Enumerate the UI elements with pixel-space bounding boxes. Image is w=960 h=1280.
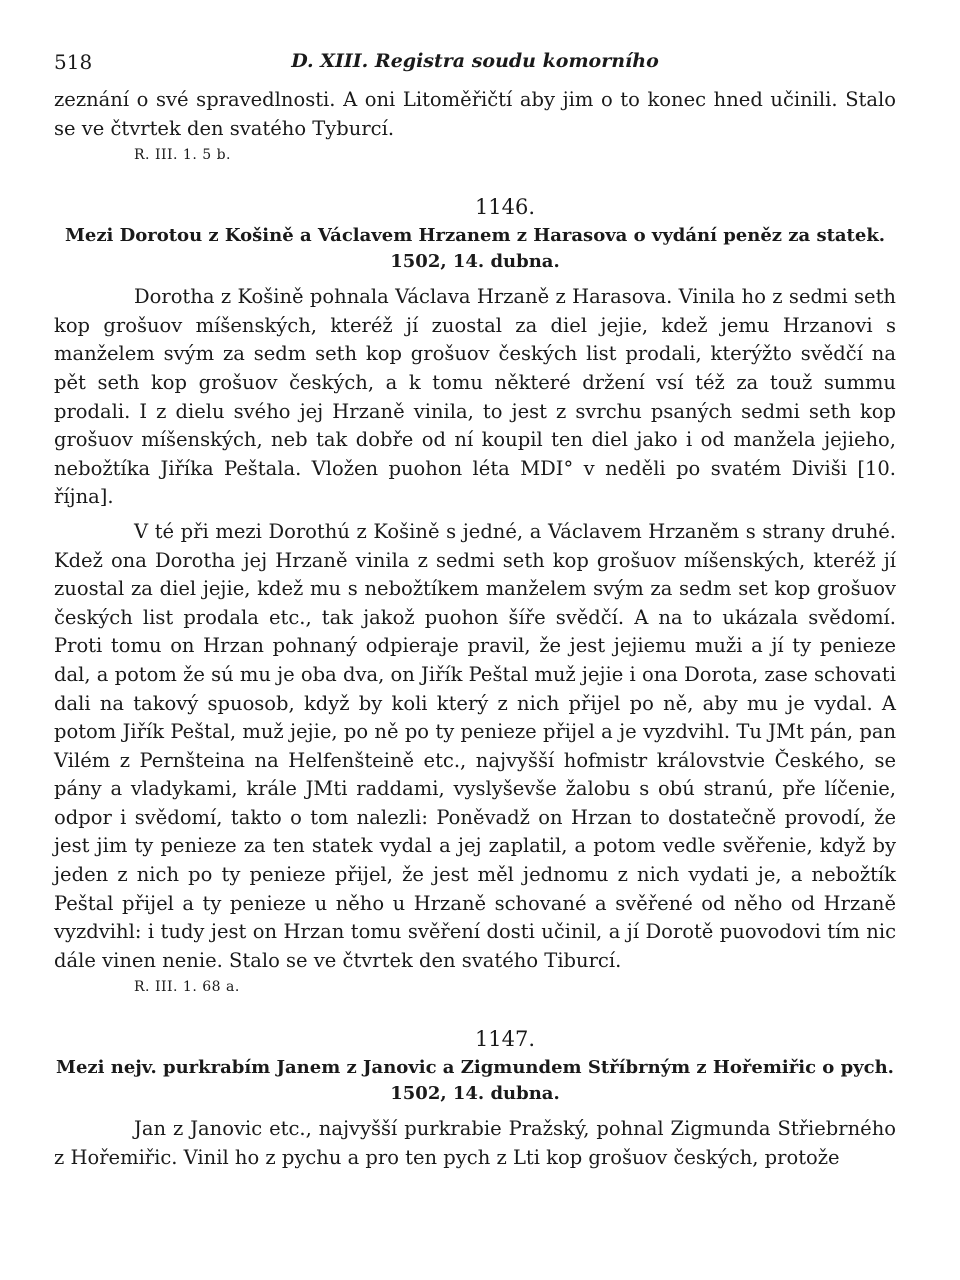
page-number: 518 — [54, 50, 93, 74]
running-head: D. XIII. Registra soudu komorního — [291, 50, 659, 72]
page — [54, 46, 896, 1173]
entry-number-1146: 1146. — [474, 195, 536, 220]
entry-1146-paragraph-1: Dorotha z Košině pohnala Václava Hrzaně z Harasova. Vinila ho z sedmi seth kop grošuov míšenských, kteréž jí zuostal za diel jejie, kdež jemu Hrzanovi s manželem svým za sedm seth kop grošuov českých list prodali, kterýžto svědčí na pět seth kop grošuov českých, a k tomu některé držení vsí též za touž summu prodali. I z dielu svého jej Hrzaně vinila, to jest z svrchu psaných sedmi seth kop grošuov míšenských, neb tak dobře od ní koupil ten diel jako i od manžela jejieho, nebožtíka Jiříka Peštala. Vložen puohon léta MDI° v neděli po svatém Diviši [10. října]. — [54, 285, 896, 509]
entry-1147-paragraph-1: Jan z Janovic etc., najvyšší purkrabie Pražský, pohnal Zigmunda Střiebrného z Hořemiřic. Vinil ho z pychu a pro ten pych z Lti kop grošuov českých, protože — [54, 1117, 896, 1170]
entry-1146-paragraph-2: V té při mezi Dorothú z Košině s jedné, a Václavem Hrzaněm s strany druhé. Kdež ona Dorotha jej Hrzaně vinila z sedmi seth kop grošuov míšenských, kteréž jí zuostal za diel jejie, kdež mu s nebožtíkem manželem svým za sedm set kop grošuov českých list prodala etc., tak jakož puohon šíře svědčí. A na to ukázala svědomí. Proti tomu on Hrzan pohnaný odpieraje pravil, že jest jejiemu muži a jí ty penieze dal, a potom že sú mu je oba dva, on Jiřík Peštal muž jejie i ona Dorota, zase schovati dali na takový spuosob, když by koli který z nich přijel po ně, aby mu je vydal. A potom Jiřík Peštal, muž jejie, po ně po ty penieze přijel a je vyzdvihl. Tu JMt pán, pan Vilém z Pernšteina na Helfenšteině etc., najvyšší hofmistr královstvie Českého, se pány a vladykami, krále JMti raddami, vyslyševše žalobu s obú stranú, pře líčenie, odpor i svědomí, takto o tom nalezli: Poněvadž on Hrzan to dostatečně provodí, že jest jim ty penieze za ten statek vydal a jej zaplatil, a potom vedle svěřenie, když by jeden z nich po ty penieze přijel, že jest měl jednomu z nich vydati je, a nebožtík Peštal přijel a ty penieze u něho u Hrzaně schované a svěřené od něho od Hrzaně vyzdvihl: i tudy jest on Hrzan tomu svěření dosti učinil, a jí Dorotě puovodovi tím nic dále vinen nenie. Stalo se ve čtvrtek den svatého Tiburcí. — [54, 519, 896, 972]
entry-date-1147: 1502, 14. dubna. — [390, 1083, 560, 1105]
entry-number-1147: 1147. — [474, 1027, 536, 1052]
page-header — [54, 46, 896, 86]
entry-title-1147: Mezi nejv. purkrabím Janem z Janovic a Zigmundem Stříbrným z Hořemiřic o pych. — [56, 1057, 894, 1079]
entry-1146-reference: R. III. 1. 68 a. — [134, 979, 240, 996]
entry-title-1146: Mezi Dorotou z Košině a Václavem Hrzanem z Harasova o vydání peněz za statek. — [64, 225, 886, 247]
opening-paragraph: zeznání o své spravedlnosti. A oni Litoměřičtí aby jim o to konec hned učinili. Stalo se ve čtvrtek den svatého Tyburcí. — [54, 88, 896, 140]
entry-date-1146: 1502, 14. dubna. — [390, 251, 560, 273]
opening-reference: R. III. 1. 5 b. — [134, 147, 232, 164]
